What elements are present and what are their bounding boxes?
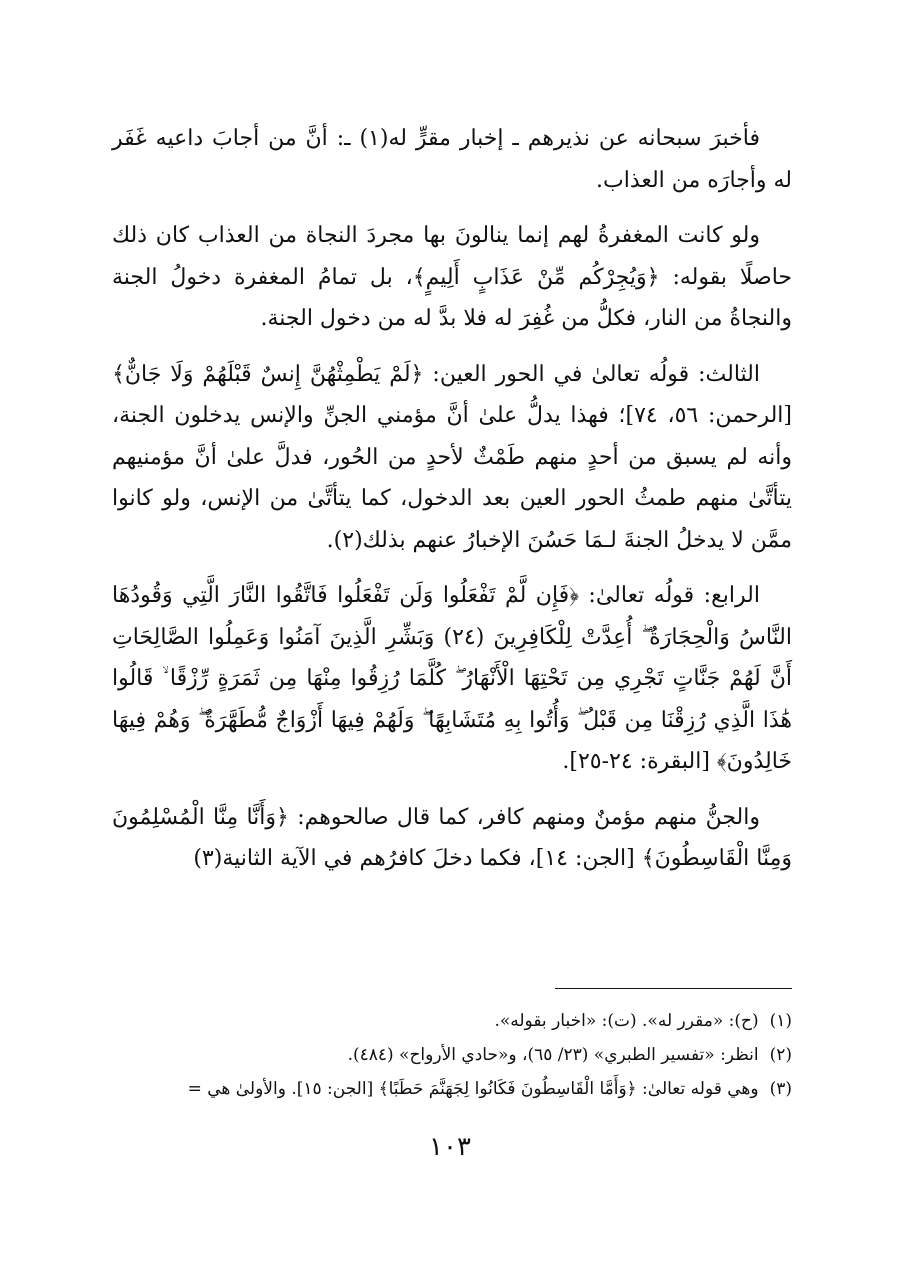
footnote-number: (١) — [769, 1011, 792, 1031]
footnote-divider — [555, 988, 792, 989]
paragraph-2: ولو كانت المغفرةُ لهم إنما ينالونَ بها مجردَ النجاة من العذاب كان ذلك حاصلًا بقوله: ﴿وَيُجِرْكُم مِّنْ عَذَابٍ أَلِيمٍ﴾، بل تمامُ المغفرة دخولُ الجنة والنجاةُ من النار، فكلُّ من غُفِرَ له فلا بدَّ له من دخول الجنة. — [112, 223, 792, 331]
paragraph-5: والجنُّ منهم مؤمنٌ ومنهم كافر، كما قال صالحوهم: ﴿وَأَنَّا مِنَّا الْمُسْلِمُونَ وَمِنَّا الْقَاسِطُونَ﴾ [الجن: ١٤]، فكما دخلَ كافرُهم في الآية الثانية(٣) — [112, 804, 792, 871]
paragraph-4: الرابع: قولُه تعالىٰ: ﴿فَإِن لَّمْ تَفْعَلُوا وَلَن تَفْعَلُوا فَاتَّقُوا النَّارَ الَّتِي وَقُودُهَا النَّاسُ وَالْحِجَارَةُ ۖ أُعِدَّتْ لِلْكَافِرِينَ (٢٤) وَبَشِّرِ الَّذِينَ آمَنُوا وَعَمِلُوا الصَّالِحَاتِ أَنَّ لَهُمْ جَنَّاتٍ تَجْرِي مِن تَحْتِهَا الْأَنْهَارُ ۖ كُلَّمَا رُزِقُوا مِنْهَا مِن ثَمَرَةٍ رِّزْقًا ۙ قَالُوا هَٰذَا الَّذِي رُزِقْنَا مِن قَبْلُ ۖ وَأُتُوا بِهِ مُتَشَابِهًا ۖ وَلَهُمْ فِيهَا أَزْوَاجٌ مُّطَهَّرَةٌ ۖ وَهُمْ فِيهَا خَالِدُونَ﴾ [البقرة: ٢٤-٢٥]. — [112, 583, 792, 774]
footnote-text: (ح): «مقرر له». (ت): «اخبار بقوله». — [494, 1011, 759, 1031]
footnote-item — [112, 1072, 792, 1106]
footnote-text: وهي قوله تعالىٰ: ﴿وَأَمَّا الْقَاسِطُونَ فَكَانُوا لِجَهَنَّمَ حَطَبًا﴾ [الجن: ١٥]. والأولىٰ هي = — [187, 1079, 759, 1099]
paragraph-1: فأخبرَ سبحانه عن نذيرهم ـ إخبار مقرٍّ له(١) ـ: أنَّ من أجابَ داعيه غَفَر له وأجارَه من العذاب. — [112, 126, 792, 193]
paragraph-3: الثالث: قولُه تعالىٰ في الحور العين: ﴿لَمْ يَطْمِثْهُنَّ إِنسٌ قَبْلَهُمْ وَلَا جَانٌّ﴾ [الرحمن: ٥٦، ٧٤]؛ فهذا يدلُّ علىٰ أنَّ مؤمني الجنِّ والإنس يدخلون الجنة، وأنه لم يسبق من أحدٍ منهم طَمْثٌ لأحدٍ من الحُور، فدلَّ علىٰ أنَّ مؤمنيهم يتأتَّىٰ منهم طمثُ الحور العين بعد الدخول، كما يتأتَّىٰ من الإنس، ولو كانوا ممَّن لا يدخلُ الجنةَ لـمَا حَسُنَ الإخبارُ عنهم بذلك(٢). — [112, 361, 793, 553]
footnote-number: (٢) — [769, 1045, 792, 1065]
footnote-number: (٣) — [769, 1079, 792, 1099]
footnote-item — [112, 1004, 792, 1038]
footnote-text: انظر: «تفسير الطبري» (٢٣/ ٦٥)، و«حادي الأرواح» (٤٨٤). — [347, 1045, 759, 1065]
footnote-item — [112, 1038, 792, 1072]
page-body — [112, 118, 792, 880]
footnotes — [112, 1004, 792, 1106]
page-number: ١٠٣ — [429, 1132, 471, 1162]
